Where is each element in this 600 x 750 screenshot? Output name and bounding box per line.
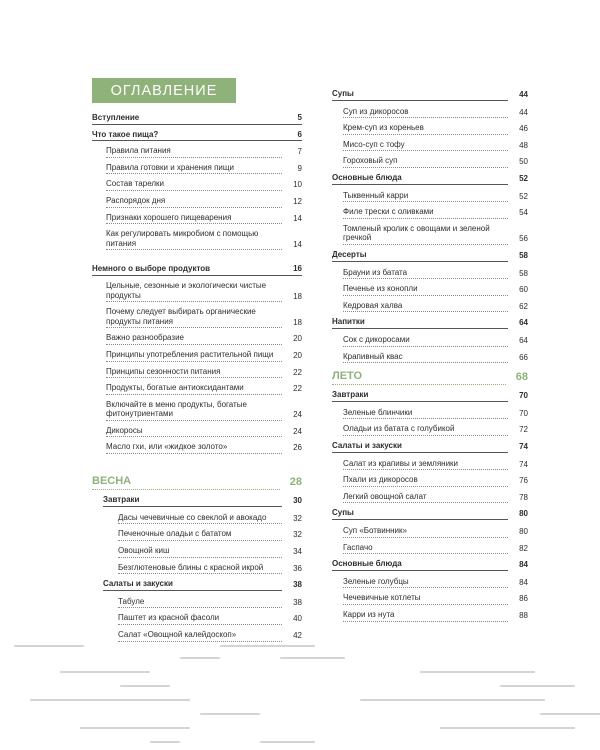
toc-entry-title: Дасы чечевичные со свеклой и авокадо — [118, 513, 282, 525]
blurred-line — [180, 657, 220, 659]
toc-entry-page: 20 — [293, 350, 302, 360]
toc-section-entry[interactable] — [332, 250, 528, 262]
toc-entry[interactable] — [343, 123, 528, 135]
toc-column-left — [92, 113, 302, 647]
blurred-line — [260, 741, 315, 743]
toc-entry[interactable] — [118, 613, 302, 625]
toc-entry[interactable] — [106, 146, 302, 158]
toc-entry-page: 38 — [293, 597, 302, 607]
toc-entry[interactable] — [118, 513, 302, 525]
toc-season-entry[interactable] — [332, 370, 528, 385]
toc-entry-page: 54 — [519, 208, 528, 218]
toc-entry[interactable] — [106, 179, 302, 191]
toc-entry[interactable] — [92, 264, 302, 276]
toc-entry[interactable] — [343, 207, 528, 219]
toc-entry-title: Тыквенный карри — [343, 191, 508, 203]
toc-entry-page: 44 — [519, 107, 528, 117]
toc-entry-page: 16 — [282, 264, 302, 276]
toc-entry[interactable] — [343, 577, 528, 589]
toc-entry-page: 80 — [519, 527, 528, 537]
toc-entry-page: 22 — [293, 367, 302, 377]
toc-entry-title: Гаспачо — [343, 543, 508, 555]
toc-entry-page: 42 — [293, 631, 302, 640]
toc-entry-page: 60 — [519, 285, 528, 295]
toc-entry-title: Вступление — [92, 113, 282, 125]
blurred-line — [150, 741, 180, 743]
toc-section-entry[interactable] — [332, 508, 528, 520]
blurred-line — [500, 685, 575, 687]
toc-entry-title: Безглютеновые блины с красной икрой — [118, 563, 282, 575]
toc-entry-title: Основные блюда — [332, 173, 508, 185]
blurred-line — [120, 685, 170, 687]
toc-entry[interactable] — [106, 426, 302, 438]
toc-entry-title: Мисо-суп с тофу — [343, 140, 508, 152]
toc-entry[interactable] — [106, 400, 302, 421]
toc-entry-title: ВЕСНА — [92, 475, 280, 490]
toc-entry-title: Овощной киш — [118, 546, 282, 558]
toc-column-right — [332, 84, 528, 627]
toc-entry-title: Правила готовки и хранения пищи — [106, 163, 282, 175]
toc-entry-page: 36 — [293, 563, 302, 573]
toc-entry-title: Гороховый суп — [343, 156, 508, 168]
toc-entry[interactable] — [343, 352, 528, 364]
toc-entry-title: Суп «Ботвинник» — [343, 526, 508, 538]
toc-section-entry[interactable] — [332, 89, 528, 101]
toc-entry[interactable] — [343, 424, 528, 436]
toc-entry-title: Печенье из конопли — [343, 284, 508, 296]
toc-spacer — [92, 255, 302, 264]
toc-entry-page: 38 — [293, 580, 302, 590]
toc-entry-title: Состав тарелки — [106, 179, 282, 191]
toc-entry-title: Табуле — [118, 597, 282, 609]
toc-entry-title: Что такое пища? — [92, 130, 282, 142]
toc-entry-title: Основные блюда — [332, 559, 508, 571]
toc-entry-title: Брауни из батата — [343, 268, 508, 280]
toc-entry-title: Как регулировать микробиом с помощью питания — [106, 229, 282, 250]
toc-entry-title: Немного о выборе продуктов — [92, 264, 282, 276]
toc-entry-page: 62 — [519, 301, 528, 311]
toc-entry-title: Дикоросы — [106, 426, 282, 438]
toc-entry-page: 32 — [293, 530, 302, 540]
toc-entry-page: 18 — [293, 317, 302, 327]
toc-entry[interactable] — [343, 543, 528, 555]
toc-entry-page: 24 — [293, 426, 302, 436]
blurred-line — [220, 645, 315, 647]
toc-entry-title: Продукты, богатые антиоксидантами — [106, 383, 282, 395]
toc-entry-page: 14 — [293, 213, 302, 223]
toc-entry[interactable] — [343, 492, 528, 504]
toc-entry[interactable] — [343, 268, 528, 280]
toc-entry-title: Крапивный квас — [343, 352, 508, 364]
toc-entry-title: Легкий овощной салат — [343, 492, 508, 504]
toc-entry-title: Распорядок дня — [106, 196, 282, 208]
toc-entry-page: 66 — [519, 352, 528, 362]
toc-entry[interactable] — [106, 213, 302, 225]
toc-entry-page: 58 — [519, 268, 528, 278]
toc-entry-page: 56 — [519, 234, 528, 244]
toc-entry-title: Салат «Овощной калейдоскоп» — [118, 630, 282, 642]
toc-entry[interactable] — [106, 196, 302, 208]
toc-section-entry[interactable] — [332, 441, 528, 453]
toc-entry-page: 22 — [293, 384, 302, 394]
toc-entry-page: 74 — [519, 442, 528, 452]
toc-entry-page: 68 — [515, 371, 528, 384]
toc-entry-title: Зеленые блинчики — [343, 408, 508, 420]
toc-entry[interactable] — [343, 191, 528, 203]
blurred-line — [440, 727, 575, 729]
toc-entry-page: 82 — [519, 543, 528, 553]
blurred-line — [420, 671, 535, 673]
toc-entry-page: 28 — [289, 476, 302, 489]
toc-entry-title: Томленый кролик с овощами и зеленой гречкой — [343, 224, 508, 245]
toc-entry[interactable] — [118, 546, 302, 558]
toc-entry-title: Филе трески с оливками — [343, 207, 508, 219]
toc-section-entry[interactable] — [103, 495, 302, 507]
toc-entry-page: 84 — [519, 577, 528, 587]
toc-entry[interactable] — [343, 301, 528, 313]
toc-entry-title: ЛЕТО — [332, 370, 506, 385]
blurred-line — [360, 699, 545, 701]
toc-entry-title: Напитки — [332, 317, 508, 329]
toc-entry-page: 86 — [519, 594, 528, 604]
toc-entry-title: Печеночные оладьи с бататом — [118, 529, 282, 541]
toc-entry-page: 7 — [297, 147, 302, 157]
toc-entry-page: 20 — [293, 334, 302, 344]
toc-entry-title: Пхали из дикоросов — [343, 475, 508, 487]
toc-entry-title: Салаты и закуски — [332, 441, 508, 453]
toc-section-entry[interactable] — [332, 390, 528, 402]
toc-season-entry[interactable] — [92, 475, 302, 490]
toc-entry-title: Завтраки — [332, 390, 508, 402]
toc-entry-title: Важно разнообразие — [106, 333, 282, 345]
blurred-line — [200, 713, 260, 715]
toc-entry[interactable] — [343, 526, 528, 538]
toc-entry-title: Зеленые голубцы — [343, 577, 508, 589]
toc-section-entry[interactable] — [332, 173, 528, 185]
blurred-line — [60, 671, 150, 673]
toc-entry-page: 10 — [293, 180, 302, 190]
toc-entry-title: Принципы употребления растительной пищи — [106, 350, 282, 362]
toc-entry-page: 32 — [293, 513, 302, 523]
toc-entry-title: Десерты — [332, 250, 508, 262]
toc-entry-title: Цельные, сезонные и экологически чистые продукты — [106, 281, 282, 302]
toc-entry[interactable] — [343, 610, 528, 622]
toc-entry[interactable] — [106, 350, 302, 362]
toc-entry-page: 50 — [519, 157, 528, 167]
toc-section-entry[interactable] — [103, 579, 302, 591]
toc-entry-page: 64 — [519, 318, 528, 328]
toc-entry-page: 64 — [519, 335, 528, 345]
toc-entry-page: 40 — [293, 614, 302, 624]
toc-entry-title: Масло гхи, или «жидкое золото» — [106, 442, 282, 454]
toc-entry[interactable] — [343, 593, 528, 605]
toc-entry-page: 24 — [293, 410, 302, 420]
toc-entry-page: 84 — [519, 560, 528, 570]
toc-entry-page: 70 — [519, 391, 528, 401]
toc-entry-page: 88 — [519, 611, 528, 620]
toc-entry[interactable] — [106, 442, 302, 454]
toc-entry-page: 9 — [297, 163, 302, 173]
toc-entry-page: 74 — [519, 459, 528, 469]
toc-entry[interactable] — [343, 284, 528, 296]
toc-entry[interactable] — [118, 529, 302, 541]
toc-entry-title: Салаты и закуски — [103, 579, 282, 591]
blurred-line — [540, 713, 600, 715]
toc-entry-page: 18 — [293, 291, 302, 301]
toc-entry-title: Карри из нута — [343, 610, 508, 622]
toc-entry-title: Завтраки — [103, 495, 282, 507]
toc-entry-page: 80 — [519, 509, 528, 519]
toc-entry-title: Принципы сезонности питания — [106, 367, 282, 379]
toc-entry-page: 72 — [519, 425, 528, 435]
toc-spacer — [92, 459, 302, 468]
toc-entry[interactable] — [343, 459, 528, 471]
toc-section-entry[interactable] — [332, 559, 528, 571]
toc-entry-page: 52 — [519, 191, 528, 201]
toc-entry[interactable] — [106, 229, 302, 250]
toc-section-entry[interactable] — [332, 317, 528, 329]
blurred-line — [14, 645, 84, 647]
blurred-line — [30, 699, 190, 701]
blurred-line — [80, 727, 190, 729]
toc-entry-title: Супы — [332, 508, 508, 520]
toc-entry-page: 44 — [519, 90, 528, 99]
toc-entry-title: Салат из крапивы и земляники — [343, 459, 508, 471]
toc-entry-page: 30 — [293, 496, 302, 506]
toc-entry[interactable] — [343, 156, 528, 168]
toc-entry-title: Супы — [332, 89, 508, 101]
toc-entry[interactable] — [343, 335, 528, 347]
toc-entry-title: Сок с дикоросами — [343, 335, 508, 347]
toc-entry[interactable] — [106, 383, 302, 395]
toc-entry[interactable] — [92, 130, 302, 142]
toc-entry-page: 48 — [519, 140, 528, 150]
toc-entry[interactable] — [92, 113, 302, 125]
toc-entry-page: 70 — [519, 408, 528, 418]
toc-entry-page: 26 — [293, 443, 302, 453]
toc-heading: ОГЛАВЛЕНИЕ — [92, 78, 236, 103]
toc-entry-title: Включайте в меню продукты, богатые фитонутриентами — [106, 400, 282, 421]
toc-entry-title: Чечевичные котлеты — [343, 593, 508, 605]
toc-entry-title: Признаки хорошего пищеварения — [106, 213, 282, 225]
toc-entry-title: Суп из дикоросов — [343, 107, 508, 119]
toc-entry-title: Правила питания — [106, 146, 282, 158]
toc-entry-page: 46 — [519, 124, 528, 134]
toc-entry[interactable] — [343, 224, 528, 245]
toc-entry-page: 52 — [519, 173, 528, 183]
toc-entry[interactable] — [343, 140, 528, 152]
toc-entry[interactable] — [106, 307, 302, 328]
toc-entry[interactable] — [118, 563, 302, 575]
toc-entry-page: 34 — [293, 547, 302, 557]
toc-entry-page: 76 — [519, 476, 528, 486]
toc-entry[interactable] — [343, 107, 528, 119]
toc-entry[interactable] — [106, 163, 302, 175]
toc-entry-page: 5 — [282, 113, 302, 125]
toc-entry-page: 12 — [293, 196, 302, 206]
toc-entry[interactable] — [106, 367, 302, 379]
toc-entry[interactable] — [106, 333, 302, 345]
toc-entry-title: Кедровая халва — [343, 301, 508, 313]
blurred-bottom-text — [0, 637, 600, 750]
toc-entry-title: Почему следует выбирать органические продукты питания — [106, 307, 282, 328]
toc-entry-page: 58 — [519, 250, 528, 260]
toc-entry-title: Паштет из красной фасоли — [118, 613, 282, 625]
toc-entry-page: 6 — [282, 130, 302, 142]
toc-entry-title: Оладьи из батата с голубикой — [343, 424, 508, 436]
blurred-line — [280, 657, 345, 659]
toc-entry[interactable] — [343, 408, 528, 420]
toc-entry[interactable] — [118, 597, 302, 609]
toc-entry-page: 14 — [293, 239, 302, 249]
toc-entry-page: 78 — [519, 492, 528, 502]
toc-entry-title: Крем-суп из кореньев — [343, 123, 508, 135]
toc-entry[interactable] — [106, 281, 302, 302]
toc-entry[interactable] — [343, 475, 528, 487]
